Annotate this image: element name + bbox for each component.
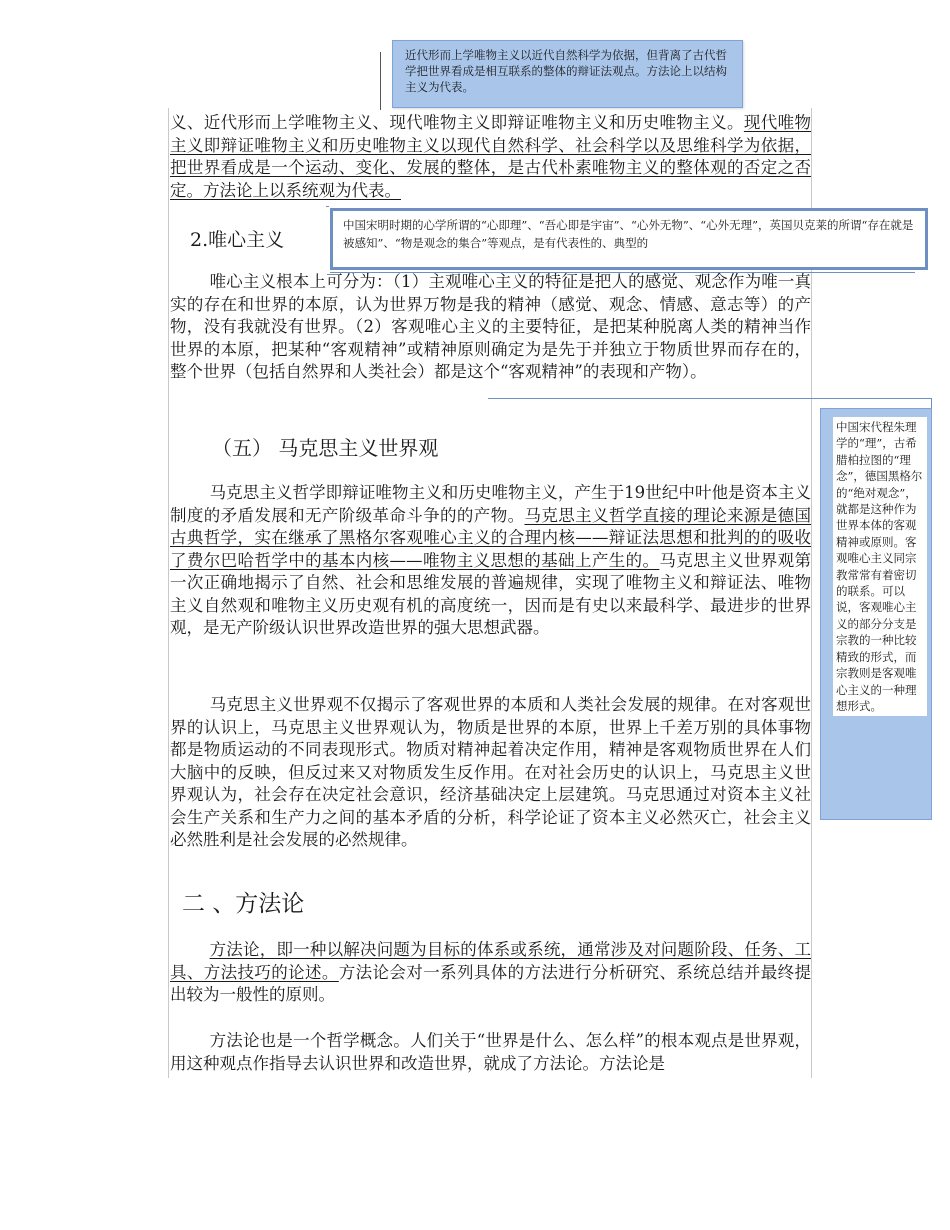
comment-connector: [488, 398, 932, 399]
paragraph-text: 方法论会对一系列具体的方法进行分析研究、系统总结并最终提出较为一般性的原则。: [170, 962, 812, 1004]
paragraph-text: 义、近代形而上学唯物主义、现代唯物主义即辩证唯物主义和历史唯物主义。: [170, 113, 744, 132]
section-heading-methodology: 二 、方法论: [182, 891, 305, 917]
underlined-text: 马克思主义哲学直接的理论来源是德国古典哲学，实在继承了黑格尔客观唯心主义的合理内核——辩证法思想和批判的的吸收了费尔巴哈哲学中的基本内核——唯物主义思想的基础上产生的。: [170, 505, 812, 570]
comment-balloon-middle[interactable]: [330, 208, 928, 270]
comment-text: 中国宋代程朱理学的“理”，古希腊柏拉图的“理念”，德国黑格尔的“绝对观念”，就都是这种作为世界本体的客观精神或原则。客观唯心主义同宗教常常有着密切的联系。可以说，客观唯心主义的部分分支是宗教的一种比较精致的形式，而宗教则是客观唯心主义的一种理想形式。: [833, 417, 927, 716]
underlined-text: 现代唯物主义即辩证唯物主义和历史唯物主义以现代自然科学、社会科学以及思维科学为依据，把世界看成是一个运动、变化、发展的整体，是古代朴素唯物主义的整体观的否定之否定。方法论上以系统观为代表。: [170, 113, 812, 200]
comment-text: 近代形而上学唯物主义以近代自然科学为依据，但背离了古代哲学把世界看成是相互联系的整体的辩证法观点。方法论上以结构主义为代表。: [405, 48, 727, 94]
comment-connector: [326, 206, 329, 207]
paragraph-methodology: [170, 939, 811, 1007]
paragraph-materialism: [170, 112, 811, 202]
section-heading-marxism: （五） 马克思主义世界观: [212, 436, 439, 460]
underlined-text: 方法论，即一种以解决问题为目标的体系或系统，通常涉及对问题阶段、任务、工具、方法技巧的论述。: [170, 940, 811, 982]
comment-balloon-right[interactable]: [820, 408, 932, 820]
page-margin-left: [168, 108, 169, 1078]
paragraph-text: 马克思主义世界观第一次正确地揭示了自然、社会和思维发展的普遍规律，实现了唯物主义和辩证法、唯物主义自然观和唯物主义历史观有机的高度统一，因而是有史以来最科学、最进步的世界观，是无产阶级认识世界改造世界的强大思想武器。: [170, 550, 812, 637]
paragraph-methodology-philosophy: 方法论也是一个哲学概念。人们关于“世界是什么、怎么样”的根本观点是世界观，用这种观点作指导去认识世界和改造世界，就成了方法论。方法论是: [170, 1031, 811, 1073]
section-heading-idealism: 2.唯心主义: [190, 229, 285, 251]
comment-connector: [931, 398, 932, 408]
comment-balloon-top[interactable]: [392, 40, 743, 108]
paragraph-marxism-worldview: 马克思主义世界观不仅揭示了客观世界的本质和人类社会发展的规律。在对客观世界的认识上，马克思主义世界观认为，物质是世界的本原，世界上千差万别的具体事物都是物质运动的不同表现形式。物质对精神起着决定作用，精神是客观物质世界在人们大脑中的反映，但反过来又对物质发生反作用。在对社会历史的认识上，马克思主义世界观认为，社会存在决定社会意识，经济基础决定上层建筑。马克思通过对资本主义社会生产关系和生产力之间的基本矛盾的分析，科学论证了资本主义必然灭亡，社会主义必然胜利是社会发展的必然规律。: [170, 695, 811, 849]
paragraph-idealism: 唯心主义根本上可分为：（1）主观唯心主义的特征是把人的感觉、观念作为唯一真实的存在和世界的本原，认为世界万物是我的精神（感觉、观念、情感、意志等）的产物，没有我就没有世界。（2）客观唯心主义的主要特征，是把某种脱离人类的精神当作世界的本原，把某种“客观精神”或精神原则确定为是先于并独立于物质世界而存在的，整个世界（包括自然界和人类社会）都是这个“客观精神”的表现和产物）。: [170, 272, 811, 381]
paragraph-marxism: [170, 482, 811, 640]
comment-anchor-line: [380, 52, 381, 110]
comment-text: 中国宋明时期的心学所谓的“心即理”、“吾心即是宇宙”、“心外无物”、“心外无理”，英国贝克莱的所谓“存在就是被感知”、“物是观念的集合”等观点，是有代表性的、典型的: [343, 218, 914, 250]
paragraph-text: 马克思主义哲学即辩证唯物主义和历史唯物主义，产生于19世纪中叶他是资本主义制度的矛盾发展和无产阶级革命斗争的的产物。: [170, 483, 811, 525]
